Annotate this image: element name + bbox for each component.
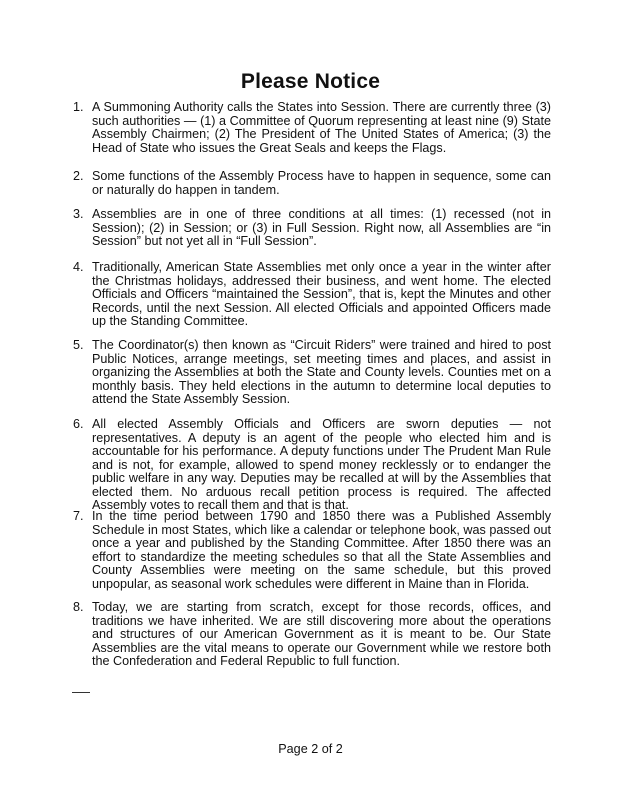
item-number: 7.: [73, 509, 84, 523]
item-text: Today, we are starting from scratch, except for those records, offices, and traditions we have inherited. We are still discovering more about the operations and structures of our American Government as it is meant to be. Our State Assemblies are the vital means to operate our Government while we restore both the Confederation and Federal Republic to full function.: [92, 600, 551, 669]
item-text: Assemblies are in one of three conditions at all times: (1) recessed (not in Session); (2) in Session; or (3) in Full Session. Right now, all Assemblies are “in Session” but not yet all in “Full Session”.: [92, 207, 551, 249]
item-number: 2.: [73, 169, 84, 183]
footnote-divider: [72, 692, 90, 693]
item-number: 5.: [73, 338, 84, 352]
item-number: 4.: [73, 260, 84, 274]
item-text: All elected Assembly Officials and Officers are sworn deputies — not representatives. A deputy is an agent of the people who elected him and is accountable for his performance. A deputy functions under The Prudent Man Rule and is not, for example, allowed to spend money recklessly or to endanger the public welfare in any way. Deputies may be recalled at will by the Assemblies that elected them. No arduous recall petition process is required. The affected Assembly votes to recall them and that is that.: [92, 417, 551, 513]
item-number: 3.: [73, 207, 84, 221]
page-number: Page 2 of 2: [278, 742, 343, 756]
item-text: In the time period between 1790 and 1850 there was a Published Assembly Schedule in most States, which like a calendar or telephone book, was passed out once a year and published by the Standing Committee. After 1850 there was an effort to standardize the meeting schedules so that all the State Assemblies and County Assemblies were meeting on the same schedule, but this proved unpopular, as seasonal work schedules were different in Maine than in Florida.: [92, 509, 551, 591]
item-text: Traditionally, American State Assemblies met only once a year in the winter after the Christmas holidays, addressed their business, and went home. The elected Officials and Officers “maintained the Session”, that is, kept the Minutes and other Records, until the next Session. All elected Officials and appointed Officers made up the Standing Committee.: [92, 260, 551, 329]
item-text: A Summoning Authority calls the States into Session. There are currently three (3) such authorities — (1) a Committee of Quorum representing at least nine (9) State Assembly Chairmen; (2) The President of The United States of America; (3) the Head of State who issues the Great Seals and keeps the Flags.: [92, 100, 551, 155]
item-number: 1.: [73, 100, 84, 114]
page-title: Please Notice: [240, 70, 381, 93]
item-number: 6.: [73, 417, 84, 431]
item-text: Some functions of the Assembly Process have to happen in sequence, some can or naturally do happen in tandem.: [92, 169, 551, 197]
item-text: The Coordinator(s) then known as “Circuit Riders” were trained and hired to post Public Notices, arrange meetings, set meeting times and places, and assist in organizing the Assemblies at both the State and County levels. Counties met on a monthly basis. They held elections in the autumn to determine local deputies to attend the State Assembly Session.: [92, 338, 551, 407]
item-number: 8.: [73, 600, 84, 614]
